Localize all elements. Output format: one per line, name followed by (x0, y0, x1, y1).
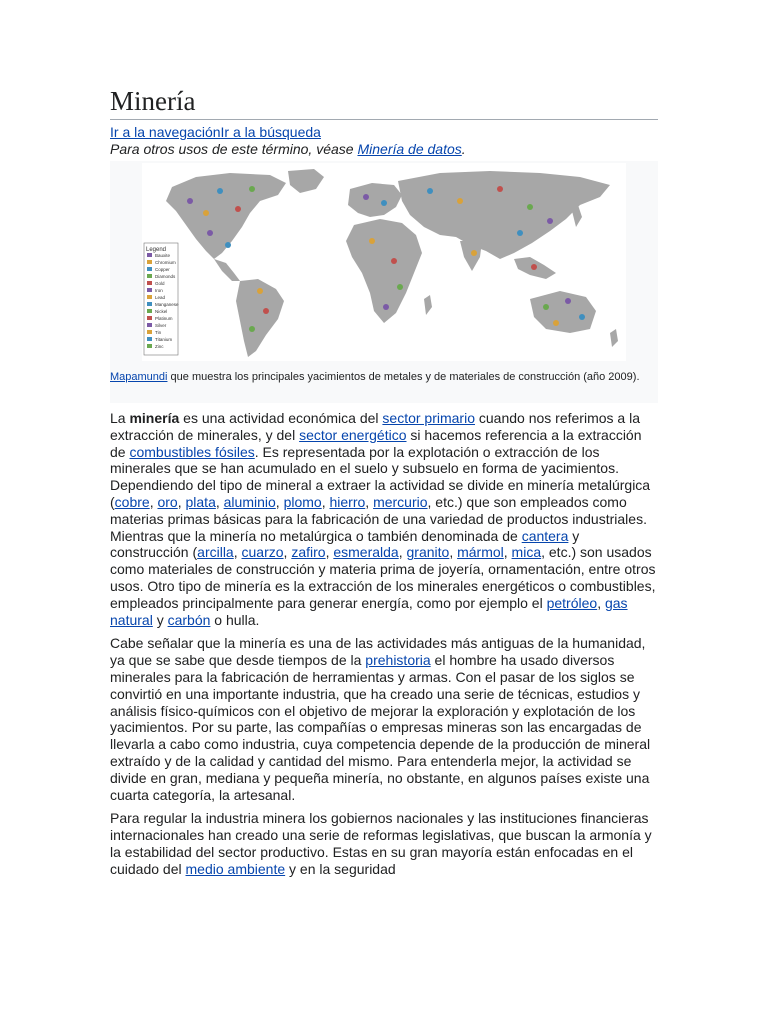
separator: y (152, 611, 168, 628)
deposit-marker (427, 188, 433, 194)
hatnote-text: Para otros usos de este término, véase (110, 141, 358, 157)
deposit-marker (207, 230, 213, 236)
legend-label: Iron (155, 288, 163, 293)
link-combustibles-fosiles[interactable]: combustibles fósiles (129, 443, 255, 460)
link-plata[interactable]: plata (185, 493, 216, 510)
separator: , (215, 493, 224, 510)
deposit-marker (187, 198, 193, 204)
deposit-marker (579, 314, 585, 320)
link-cantera[interactable]: cantera (521, 527, 569, 544)
deposit-marker (383, 304, 389, 310)
deposit-marker (471, 250, 477, 256)
hatnote-suffix: . (461, 141, 466, 157)
legend-label: Manganese (155, 302, 179, 307)
figure-caption (110, 363, 658, 403)
caption-text: que muestra los principales yacimientos de metales y de materiales de construcción (año 2009). (167, 371, 640, 383)
link-marmol[interactable]: mármol (457, 544, 504, 561)
legend-label: Copper (155, 267, 170, 272)
text: cuando nos referimos a la extracción de minerales, y del (110, 410, 640, 443)
legend-swatch (147, 281, 152, 285)
link-hierro[interactable]: hierro (329, 493, 366, 510)
deposit-marker (381, 200, 387, 206)
deposit-marker (203, 210, 209, 216)
deposit-marker (235, 206, 241, 212)
legend-swatch (147, 253, 152, 257)
figure (110, 161, 658, 403)
legend-swatch (147, 316, 152, 320)
link-medio-ambiente[interactable]: medio ambiente (185, 860, 286, 877)
link-gas-natural[interactable]: gas natural (110, 594, 628, 628)
legend-label: Platinum (155, 316, 173, 321)
separator: , (321, 493, 330, 510)
legend-swatch (147, 302, 152, 306)
deposit-marker (543, 304, 549, 310)
text: La (110, 410, 130, 426)
deposit-marker (257, 288, 263, 294)
separator: , (283, 544, 292, 561)
deposit-marker (217, 188, 223, 194)
separator: , (597, 594, 605, 611)
legend-label: Zinc (155, 344, 164, 349)
paragraph-2 (110, 635, 658, 803)
text: , etc.) son usados como materiales de construcción y materia prima de joyería, ornamentación, entre otros usos. Otro tipo de minería es la extracción de los minerales energéticos o combustibles, empleados principalmente para generar energía, como por ejemplo el (110, 544, 656, 611)
link-granito[interactable]: granito (406, 544, 450, 561)
separator: , (365, 493, 374, 510)
deposit-marker (457, 198, 463, 204)
text: si hacemos referencia a la extracción de (110, 426, 642, 460)
legend-swatch (147, 267, 152, 271)
link-esmeralda[interactable]: esmeralda (333, 544, 399, 561)
paragraph-1 (110, 410, 658, 628)
separator: , (449, 544, 458, 561)
deposit-marker (363, 194, 369, 200)
jump-to-navigation-link[interactable]: Ir a la navegación (110, 124, 221, 140)
hatnote (110, 141, 658, 158)
separator: , (149, 493, 158, 510)
legend-swatch (147, 330, 152, 334)
deposit-marker (369, 238, 375, 244)
legend-label: Tin (155, 330, 162, 335)
article (110, 86, 658, 878)
legend-swatch (147, 309, 152, 313)
deposit-marker (397, 284, 403, 290)
link-cobre[interactable]: cobre (114, 493, 150, 510)
legend-label: Nickel (155, 309, 168, 314)
hatnote-link[interactable]: Minería de datos (357, 141, 462, 157)
link-arcilla[interactable]: arcilla (197, 544, 234, 561)
legend-title: Legend (146, 247, 167, 253)
legend-swatch (147, 295, 152, 299)
legend-swatch (147, 260, 152, 264)
text: Para regular la industria minera los gobiernos nacionales y las instituciones financieras internacionales han creado una serie de reformas legislativas, que buscan la armonía y la estabilidad del sector productivo. Estas en su gran mayoría están enfocadas en el cuidado del (110, 810, 652, 877)
deposit-marker (497, 186, 503, 192)
text: . Es representada por la explotación o extracción de los minerales que se han acumulado en el suelo y subsuelo en forma de yacimientos. Dependiendo del tipo de mineral a extraer la actividad se divide en minería metalúrgica ( (110, 443, 651, 510)
deposit-marker (517, 230, 523, 236)
deposit-marker (263, 308, 269, 314)
legend-label: Bauxite (155, 253, 171, 258)
text: o hulla. (210, 611, 260, 628)
page-title: Minería (110, 86, 658, 120)
link-aluminio[interactable]: aluminio (223, 493, 276, 510)
deposit-marker (531, 264, 537, 270)
deposit-marker (225, 242, 231, 248)
legend-swatch (147, 323, 152, 327)
legend-swatch (147, 288, 152, 292)
deposit-marker (249, 326, 255, 332)
link-cuarzo[interactable]: cuarzo (241, 544, 284, 561)
separator: , (325, 544, 334, 561)
deposit-marker (553, 320, 559, 326)
legend-swatch (147, 344, 152, 348)
link-mica[interactable]: mica (511, 544, 542, 561)
deposit-marker (565, 298, 571, 304)
map-legend (144, 243, 179, 355)
bold-term: minería (129, 410, 180, 426)
legend-label: Diamonds (155, 274, 176, 279)
separator: , (233, 544, 242, 561)
separator: , (177, 493, 186, 510)
legend-label: Silver (155, 323, 167, 328)
link-oro[interactable]: oro (157, 493, 178, 510)
text: es una actividad económica del (179, 410, 383, 426)
paragraph-3 (110, 810, 658, 877)
link-sector-energetico[interactable]: sector energético (299, 426, 407, 443)
text: , etc.) que son empleados como materias primas básicas para la fabricación de una variedad de productos industriales. Mientras que la minería no metalúrgica o también denominada de (110, 493, 647, 544)
legend-swatch (147, 274, 152, 278)
text: y en la seguridad (285, 860, 396, 877)
jump-links (110, 124, 658, 141)
deposit-marker (249, 186, 255, 192)
legend-label: Lead (155, 295, 166, 300)
link-zafiro[interactable]: zafiro (291, 544, 326, 561)
legend-label: Titanium (155, 337, 173, 342)
legend-label: Chromium (155, 260, 176, 265)
link-petroleo[interactable]: petróleo (546, 594, 598, 611)
text: y construcción ( (110, 527, 580, 561)
deposit-marker (391, 258, 397, 264)
deposit-marker (547, 218, 553, 224)
link-carbon[interactable]: carbón (167, 611, 211, 628)
deposit-marker (527, 204, 533, 210)
link-prehistoria[interactable]: prehistoria (365, 652, 431, 669)
link-sector-primario[interactable]: sector primario (382, 410, 475, 426)
caption-link[interactable]: Mapamundi (110, 371, 168, 383)
separator: , (398, 544, 407, 561)
separator: , (275, 493, 284, 510)
text: el hombre ha usado diversos minerales para la fabricación de herramientas y armas. Con el pasar de los siglos se convirtió en una importante industria, que ha creado una serie de técnicas, estudios y análisis físico-químicos con el objetivo de mejorar la exploración y explotación de los yacimientos. Por su parte, las compañías o empresas mineras son las encargadas de llevarla a cabo como industria, cuya competencia depende de la producción de mineral extraído y de la calidad y cantidad del mismo. Para entenderla mejor, la actividad se divide en gran, mediana y pequeña minería, no obstante, en algunos países existe una cuarta categoría, la artesanal. (110, 652, 651, 803)
legend-label: Gold (155, 281, 165, 286)
link-plomo[interactable]: plomo (283, 493, 322, 510)
separator: , (503, 544, 512, 561)
legend-swatch (147, 337, 152, 341)
link-mercurio[interactable]: mercurio (373, 493, 428, 510)
jump-to-search-link[interactable]: Ir a la búsqueda (220, 124, 321, 140)
world-map-image[interactable] (110, 161, 658, 363)
text: Cabe señalar que la minería es una de las actividades más antiguas de la humanidad, ya que se sabe que desde tiempos de la (110, 635, 646, 669)
